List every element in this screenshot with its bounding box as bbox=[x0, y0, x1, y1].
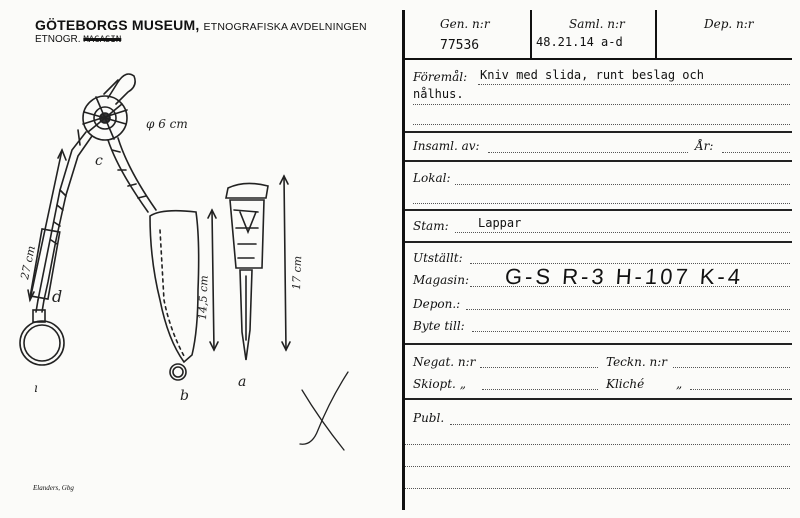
form-border-left bbox=[402, 10, 405, 510]
dep-nr-label: Dep. n:r bbox=[704, 17, 754, 31]
depon-label: Depon.: bbox=[413, 297, 461, 311]
dim-ring: φ 6 cm bbox=[146, 117, 188, 131]
insaml-label: Insaml. av: bbox=[413, 139, 480, 153]
section-rule bbox=[405, 160, 792, 162]
negat-label: Negat. n:r bbox=[413, 355, 476, 369]
dim-sheath: 14,5 cm bbox=[196, 275, 211, 321]
section-rule bbox=[405, 241, 792, 243]
magasin-value: G-S R-3 H-107 K-4 bbox=[504, 264, 744, 289]
lokal-label: Lokal: bbox=[413, 171, 451, 185]
form-header-rule bbox=[402, 58, 792, 60]
dim-strap: 27 cm bbox=[18, 244, 39, 281]
knife bbox=[226, 183, 268, 360]
section-rule bbox=[405, 131, 792, 133]
kliche-label: Kliché bbox=[606, 377, 645, 391]
section-rule bbox=[405, 343, 792, 345]
stam-label: Stam: bbox=[413, 219, 449, 233]
gen-nr-value: 77536 bbox=[440, 38, 480, 53]
label-c: c bbox=[95, 153, 103, 169]
kliche-ditto: „ bbox=[676, 377, 683, 391]
department-name: ETNOGRAFISKA AVDELNINGEN bbox=[203, 21, 367, 33]
museum-name: GÖTEBORGS MUSEUM, bbox=[35, 17, 200, 33]
printer-mark: Elanders, Gbg bbox=[33, 484, 74, 492]
saml-nr-value: 48.21.14 a-d bbox=[536, 35, 623, 49]
teckn-label: Teckn. n:r bbox=[606, 355, 668, 369]
label-a: a bbox=[238, 374, 247, 390]
gen-nr-label: Gen. n:r bbox=[440, 17, 490, 31]
struck-word: MAGASIN bbox=[83, 35, 122, 45]
foremal-value: Kniv med slida, runt beslag och bbox=[480, 68, 704, 82]
etnogr-label: ETNOGR. bbox=[35, 34, 81, 45]
section-rule bbox=[405, 398, 792, 400]
skiopt-label: Skiopt. „ bbox=[413, 377, 466, 391]
foremal-value-cont: nålhus. bbox=[413, 87, 464, 101]
publ-label: Publ. bbox=[413, 411, 445, 425]
section-rule bbox=[405, 209, 792, 211]
label-d: d bbox=[52, 287, 63, 306]
column-divider bbox=[530, 10, 532, 58]
label-i: ı bbox=[34, 381, 38, 395]
ar-label: År: bbox=[695, 139, 714, 153]
utstallt-label: Utställt: bbox=[413, 251, 463, 265]
byte-label: Byte till: bbox=[413, 319, 465, 333]
foremal-label: Föremål: bbox=[413, 70, 468, 84]
section-line bbox=[35, 34, 121, 45]
magasin-label: Magasin: bbox=[413, 273, 470, 287]
round-fitting bbox=[83, 74, 135, 140]
object-sketch bbox=[0, 50, 400, 470]
saml-nr-label: Saml. n:r bbox=[569, 17, 625, 31]
dim-knife: 17 cm bbox=[290, 255, 305, 291]
sheath bbox=[150, 211, 199, 380]
stam-value: Lappar bbox=[478, 216, 522, 230]
museum-header bbox=[35, 17, 367, 33]
column-divider bbox=[655, 10, 657, 58]
label-b: b bbox=[180, 388, 189, 404]
